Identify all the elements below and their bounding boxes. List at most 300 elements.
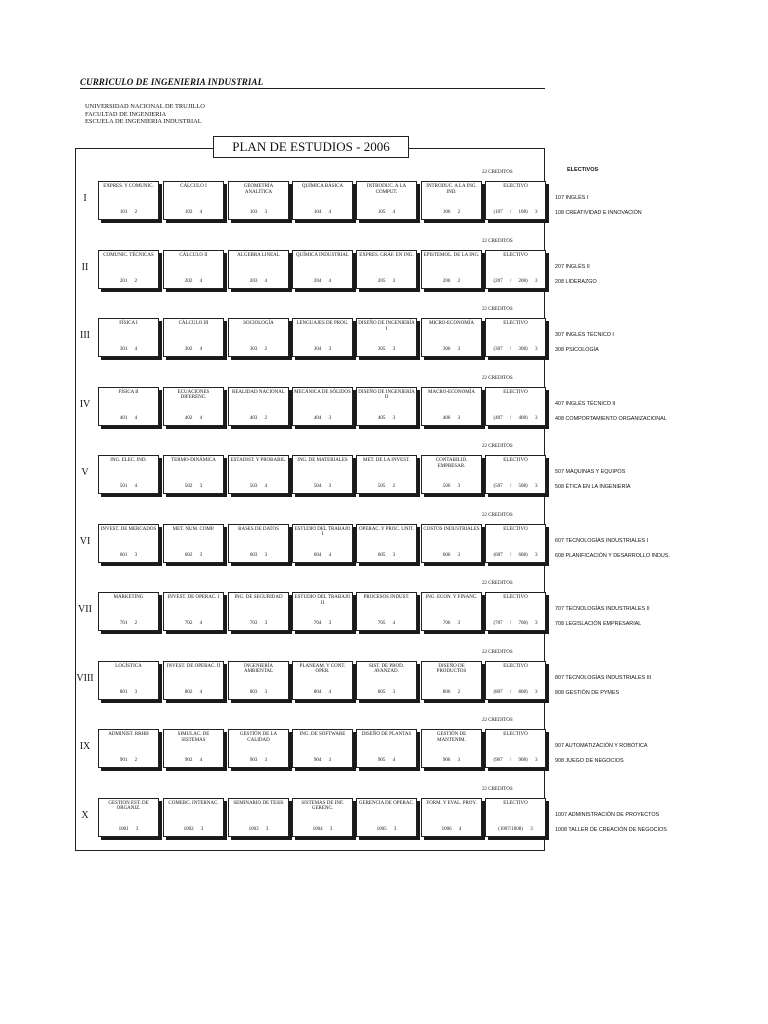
course-code: 704 [313,621,322,626]
course-name: GESTION EST. DE ORGANIZ. [108,800,149,812]
course-name: MECÁNICA DE SÓLIDOS [294,389,351,395]
course-credits: 3 [534,689,538,695]
course-code: 801 [119,689,128,695]
course-name: SOCIOLOGÍA [243,321,274,326]
course-code: 104 [313,210,322,215]
elective-item: 608 PLANIFICACIÓN Y DESARROLLO INDUS. [555,552,670,559]
course-credits: 4 [199,415,203,421]
course-code: 804 [313,689,322,695]
course-credits: 4 [199,210,203,215]
course-name: ING. ECON. Y FINANC. [425,595,478,600]
course-card-box [98,181,159,220]
course-code: 402 [184,415,193,421]
course-meta [358,758,415,763]
course-card-box [228,181,289,220]
semester-numeral: X [81,809,89,821]
course-card [421,661,485,703]
course-card [485,524,549,566]
course-card [292,318,356,360]
course-card [163,387,227,429]
course-card [228,455,292,497]
course-name: DISEÑO DE PRODUCTOS [436,663,467,675]
course-meta [423,279,480,284]
course-name: REALIDAD NACIONAL [232,389,285,395]
course-meta [100,827,157,832]
course-card [228,181,292,223]
semester-numeral: IV [79,398,91,410]
semester-credits: 22 CREDITOS [482,444,513,449]
elective-item: 307 INGLÉS TÉCNICO I [555,332,614,338]
course-name: INVEST. DE OPERAC. II [166,663,221,669]
course-code: (307 / 308) [493,347,528,352]
course-card-box [98,798,159,837]
course-code: (407 / 408) [493,415,528,421]
course-code: 803 [249,689,258,695]
course-card-box [356,455,417,494]
course-name: MACRO-ECONOMÍA [428,389,475,395]
elective-item: 107 INGLÉS I [555,195,589,201]
course-card [163,592,227,634]
course-card-box [356,661,417,700]
course-credits: 4 [199,347,203,352]
course-credits: 2 [392,484,396,489]
course-card [356,250,420,292]
course-name: GEOMETRÍA ANALÍTICA [243,184,274,195]
course-name: PLANEAM. Y CONT. OPER. [299,663,346,675]
course-code: 1004 [312,826,323,832]
course-card [98,387,162,429]
course-card [98,729,162,771]
course-card [292,387,356,429]
course-card [292,661,356,703]
course-name: ING. ELEC. IND. [110,458,147,463]
course-card-box [163,250,224,289]
course-name: FÍSICA I [119,321,138,326]
semester-credits: 22 CREDITOS [482,649,513,655]
course-credits: 3 [457,347,461,352]
course-card [163,729,227,771]
course-card-box [163,661,224,700]
course-meta [165,484,222,489]
course-credits: 2 [134,278,138,284]
course-name: INGENIERÍA AMBIENTAL [243,663,274,675]
course-code: 1003 [248,826,259,832]
course-meta [487,416,544,421]
course-credits: 3 [534,758,538,763]
course-card-box [356,318,417,357]
course-card [292,798,356,840]
course-card [98,181,162,223]
course-card [292,592,356,634]
course-card [163,250,227,292]
course-name: ELECTIVO [503,184,528,189]
elective-item: 108 CREATIVIDAD E INNOVACIÓN [555,210,642,216]
course-code: 406 [442,415,451,421]
course-meta [487,210,544,215]
course-card-box [228,318,289,357]
course-code: (507 / 508) [493,484,528,489]
course-meta [294,347,351,352]
course-card [292,455,356,497]
course-code: 206 [442,278,451,284]
course-name: ADMINIST. RRHH [108,732,149,737]
course-meta [100,279,157,284]
course-meta [358,827,415,832]
course-meta [358,690,415,695]
course-card-box [356,729,417,768]
course-meta [165,347,222,352]
course-credits: 3 [392,347,396,352]
course-card [485,318,549,360]
course-name: DISEÑO DE INGENIERÍA I [358,321,415,332]
course-meta [230,347,287,352]
course-card [421,455,485,497]
course-meta [423,827,480,832]
course-name: ELECTIVO [503,526,528,532]
course-name: PROCESOS INDUST. [363,595,410,600]
course-code: 802 [184,689,193,695]
course-name: GESTIÓN DE LA CALIDAD [239,732,278,743]
course-meta [423,347,480,352]
semester-credits: 22 CREDITOS [482,718,513,723]
course-meta [487,621,544,626]
title-underline [80,88,545,89]
course-card [485,729,549,771]
course-card-box [98,661,159,700]
course-card [163,661,227,703]
course-card-box [228,592,289,631]
course-credits: 4 [134,415,138,421]
course-code: (907 / 908) [493,758,528,763]
course-meta [294,279,351,284]
course-credits: 3 [264,758,268,763]
course-credits: 3 [457,484,461,489]
course-code: 805 [377,689,386,695]
course-name: ALGEBRA LINEAL [237,252,280,258]
course-meta [294,484,351,489]
course-credits: 2 [457,689,461,695]
course-name: GERENCIA DE OPERAC. [358,800,415,806]
course-code: 601 [119,552,128,558]
course-card [421,524,485,566]
course-card [356,455,420,497]
course-meta [100,758,157,763]
course-card [421,181,485,223]
course-credits: 2 [264,415,268,421]
course-name: OPERAC. Y PROC. UNIT. [358,526,415,532]
course-credits: 4 [458,826,462,832]
course-credits: 3 [457,621,461,626]
course-card-box [356,250,417,289]
course-card-box [163,729,224,768]
school-name: ESCUELA DE INGENIERIA INDUSTRIAL [85,118,202,126]
course-code: 101 [119,210,128,215]
course-credits: 3 [392,552,396,558]
semester-numeral: VI [79,535,91,547]
course-card [163,318,227,360]
course-credits: 3 [134,552,138,558]
course-card [421,798,485,840]
course-name: INTRODUC. A LA ING. IND. [426,184,477,195]
course-card-box [163,318,224,357]
course-card [228,592,292,634]
course-code: 906 [442,758,451,763]
course-name: ECUACIONES DIFERENC. [177,389,210,401]
course-card-box [292,181,353,220]
course-card [485,798,549,840]
course-name: QUÍMICA INDUSTRIAL [296,252,349,258]
course-card [163,798,227,840]
course-meta [230,621,287,626]
semester-credits: 22 CREDITOS [482,375,513,381]
course-credits: 4 [199,621,203,626]
course-card-box [228,661,289,700]
semester-numeral: VIII [76,672,94,684]
course-credits: 3 [265,826,269,832]
course-credits: 3 [264,552,268,558]
semester-numeral: V [81,467,89,478]
course-name: QUÍMICA BÁSICA [301,184,344,189]
elective-item: 407 INGLÉS TÉCNICO II [555,400,616,407]
electives-heading: ELECTIVOS [567,167,599,173]
course-name: CÁLCULO II [179,252,208,258]
course-card [98,455,162,497]
semester-numeral: VII [78,604,92,615]
course-code: 401 [119,415,128,421]
course-credits: 3 [135,826,139,832]
course-card [485,387,549,429]
course-card-box [228,455,289,494]
course-code: 106 [442,210,451,215]
course-name: ING. DE MATERIALES [297,458,348,463]
course-credits: 3 [457,552,461,558]
course-code: 503 [249,484,258,489]
elective-item: 707 TECNOLOGÍAS INDUSTRIALES II [555,606,650,612]
course-card-box [292,455,353,494]
course-meta [423,758,480,763]
course-name: ING. DE SEGURIDAD [234,595,283,600]
course-meta [358,279,415,284]
course-credits: 4 [199,278,203,284]
course-credits: 4 [328,278,332,284]
course-meta [165,279,222,284]
course-meta [100,621,157,626]
course-meta [487,690,544,695]
course-card [485,181,549,223]
course-name: SISTEMAS DE INF. GERENC. [301,800,344,812]
course-card-box [356,592,417,631]
course-card [98,524,162,566]
course-credits: 3 [328,621,332,626]
course-code: 303 [249,347,258,352]
course-card-box [485,592,546,631]
course-card-box [98,524,159,563]
course-card-box [485,729,546,768]
course-credits: 3 [534,552,538,558]
course-card [421,592,485,634]
course-card-box [98,592,159,631]
course-credits: 3 [534,415,538,421]
course-meta [165,210,222,215]
course-credits: 2 [264,347,268,352]
course-card [485,250,549,292]
course-meta [230,210,287,215]
course-meta [294,758,351,763]
course-card-box [292,729,353,768]
semester-credits: 22 CREDITOS [482,512,513,518]
course-meta [100,416,157,421]
course-credits: 4 [134,347,138,352]
course-card [356,661,420,703]
semester-numeral: I [83,193,87,204]
course-credits: 4 [264,484,268,489]
course-name: ELECTIVO [503,663,528,669]
elective-item: 808 GESTIÓN DE PYMES [555,689,620,696]
course-name: ELECTIVO [503,595,528,600]
course-name: INTRODUC. A LA COMPUT. [366,184,407,195]
course-meta [487,484,544,489]
course-meta [230,758,287,763]
course-card-box [421,524,482,563]
course-card-box [163,455,224,494]
course-card [98,592,162,634]
course-card [292,250,356,292]
course-credits: 3 [457,415,461,421]
course-card-box [98,455,159,494]
course-card [98,318,162,360]
course-code: (1007/1008) [498,826,523,832]
course-name: ELECTIVO [503,321,528,326]
course-card [292,181,356,223]
course-code: 903 [249,758,258,763]
semester-numeral: III [80,330,90,341]
course-card-box [485,318,546,357]
course-name: ELECTIVO [503,800,528,806]
elective-item: 708 LEGISLACIÓN EMPRESARIAL [555,621,642,627]
course-card [163,181,227,223]
course-code: 901 [119,758,128,763]
course-card [485,661,549,703]
course-name: ELECTIVO [503,732,528,737]
course-name: SEMINARIO DE TESIS [233,800,284,806]
course-name: COMUNIC. TÉCNICAS [103,252,154,258]
course-card [163,524,227,566]
course-credits: 3 [534,347,538,352]
course-card-box [228,250,289,289]
course-meta [358,484,415,489]
course-code: 202 [184,278,193,284]
course-card [228,524,292,566]
course-meta [230,553,287,558]
course-credits: 3 [392,689,396,695]
course-card-box [485,524,546,563]
course-code: 902 [184,758,193,763]
course-card-box [228,798,289,837]
course-meta [487,827,544,832]
course-code: 602 [184,552,193,558]
course-card [356,524,420,566]
faculty-name: FACULTAD DE INGENIERIA [85,110,167,118]
course-card [485,455,549,497]
course-card-box [228,729,289,768]
course-card [98,798,162,840]
course-name: EXPRES. Y COMUNIC. [103,184,154,189]
course-code: 1001 [118,826,129,832]
elective-item: 807 TECNOLOGÍAS INDUSTRIALES III [555,674,652,681]
elective-item: 508 ÉTICA EN LA INGENIERÍA [555,484,631,490]
course-code: 505 [377,484,386,489]
elective-item: 1007 ADMINISTRACIÓN DE PROYECTOS [555,811,660,818]
semester-credits: 22 CREDITOS [482,238,513,244]
course-meta [487,347,544,352]
course-credits: 4 [328,210,332,215]
course-code: (707 / 708) [493,621,528,626]
course-card [228,798,292,840]
course-card-box [163,798,224,837]
course-card-box [292,318,353,357]
course-meta [100,553,157,558]
course-credits: 3 [328,484,332,489]
course-card-box [98,387,159,426]
course-name: ESTADIST. Y PROBABIL. [230,458,287,463]
course-meta [294,416,351,421]
course-name: FÍSICA II [118,389,139,395]
course-credits: 4 [328,689,332,695]
course-code: 403 [249,415,258,421]
course-code: (107 / 108) [493,210,528,215]
course-card [485,592,549,634]
course-meta [487,279,544,284]
elective-item: 308 PSICOLOGÍA [555,347,599,353]
course-code: 806 [442,689,451,695]
elective-item: 907 AUTOMATIZACIÓN Y ROBÓTICA [555,743,648,749]
university-name: UNIVERSIDAD NACIONAL DE TRUJILLO [85,103,205,110]
course-card [356,181,420,223]
course-card [356,729,420,771]
course-card-box [356,798,417,837]
course-card [228,250,292,292]
course-card-box [228,524,289,563]
course-card-box [163,387,224,426]
course-credits: 3 [534,484,538,489]
course-meta [165,621,222,626]
course-name: MARKETING [113,595,144,600]
course-name: ELECTIVO [503,458,528,463]
course-credits: 2 [457,278,461,284]
course-card [98,250,162,292]
course-credits: 2 [134,758,138,763]
course-code: 305 [377,347,386,352]
course-meta [230,690,287,695]
course-card [356,592,420,634]
course-credits: 3 [393,826,397,832]
course-card-box [485,455,546,494]
semester-numeral: II [81,261,89,273]
course-credits: 3 [534,278,538,284]
course-code: 205 [377,278,386,284]
course-card-box [485,661,546,700]
course-name: ELECTIVO [503,389,528,395]
course-card [292,524,356,566]
course-card-box [485,798,546,837]
course-credits: 3 [329,826,333,832]
course-code: (607 / 608) [493,552,528,558]
course-credits: 3 [534,621,538,626]
course-meta [230,279,287,284]
course-name: ESTUDIO DEL TRABAJO I [294,526,351,538]
course-meta [230,827,287,832]
course-code: 603 [249,552,258,558]
